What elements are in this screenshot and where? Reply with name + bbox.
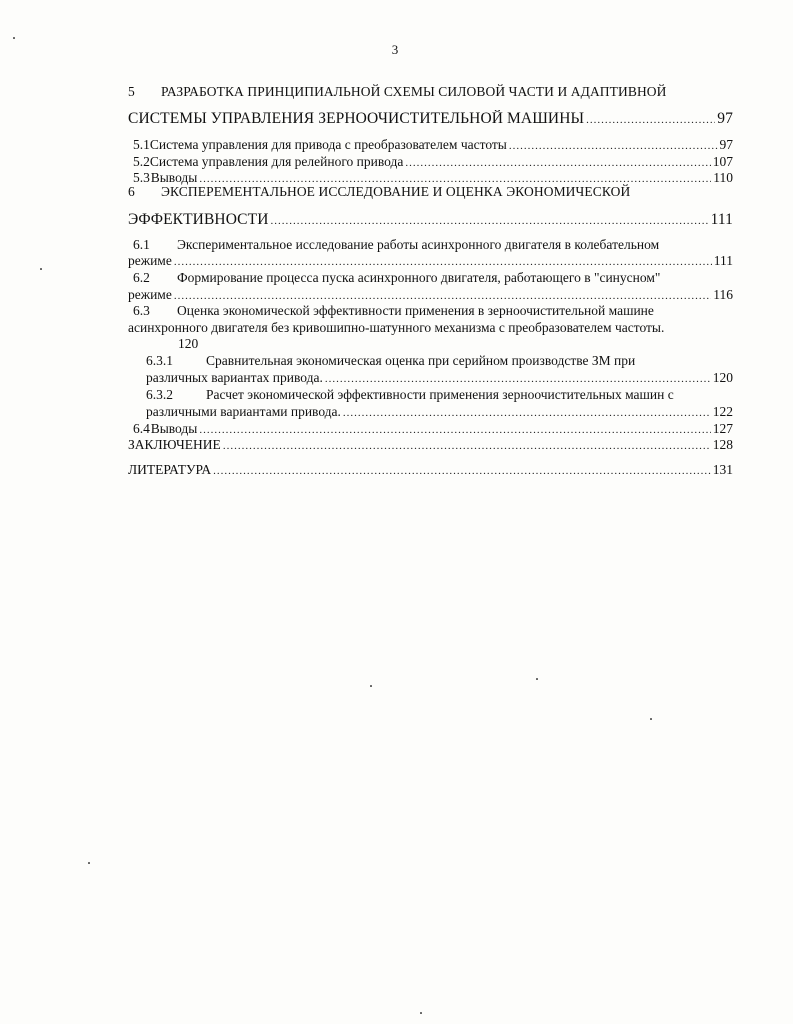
toc-section-6-3-2-title-line2: различными вариантами привода. <box>146 404 341 419</box>
toc-section-5-2[interactable] <box>133 154 733 170</box>
dot-leader <box>270 215 708 227</box>
dot-leader <box>174 290 711 302</box>
toc-section-6-3-2-title-line1: Расчет экономической эффективности применения зерноочистительных машин с <box>206 387 674 402</box>
toc-section-6-3-title-line1: Оценка экономической эффективности применения в зерноочистительной машине <box>177 303 654 318</box>
scan-speck <box>13 37 15 39</box>
toc-conclusion[interactable] <box>128 437 733 453</box>
toc-section-5-2-page: 107 <box>712 154 733 169</box>
scan-speck <box>40 268 42 270</box>
scan-speck <box>420 1012 422 1014</box>
scan-speck <box>650 718 652 720</box>
toc-literature[interactable] <box>128 462 733 478</box>
toc-conclusion-title: ЗАКЛЮЧЕНИЕ <box>128 437 221 452</box>
dot-leader <box>405 157 710 169</box>
toc-section-5-3-page: 110 <box>713 170 733 185</box>
toc-literature-title: ЛИТЕРАТУРА <box>128 462 212 477</box>
toc-section-6-1-title-line1: Экспериментальное исследование работы асинхронного двигателя в колебательном <box>177 237 660 252</box>
toc-section-6-4-title: Выводы <box>150 421 198 436</box>
toc-section-5-2-number: 5.2 <box>133 154 150 169</box>
dot-leader <box>343 407 711 419</box>
toc-literature-page: 131 <box>712 462 733 477</box>
toc-section-5-1-page: 97 <box>719 137 733 152</box>
toc-chapter-6-title-line1: ЭКСПЕРЕМЕНТАЛЬНОЕ ИССЛЕДОВАНИЕ И ОЦЕНКА ЭКОНОМИЧЕСКОЙ <box>161 184 631 199</box>
toc-chapter-5-title-line1: РАЗРАБОТКА ПРИНЦИПИАЛЬНОЙ СХЕМЫ СИЛОВОЙ ЧАСТИ И АДАПТИВНОЙ <box>161 84 667 99</box>
toc-section-6-1-number: 6.1 <box>133 237 150 252</box>
toc-section-6-1-page: 111 <box>713 253 733 268</box>
page-number: 3 <box>391 42 399 57</box>
toc-chapter-6-number: 6 <box>128 184 135 199</box>
toc-chapter-5-title-line2: СИСТЕМЫ УПРАВЛЕНИЯ ЗЕРНООЧИСТИТЕЛЬНОЙ МАШИНЫ <box>128 110 585 127</box>
toc-chapter-6-page: 111 <box>710 211 733 228</box>
toc-chapter-5-page: 97 <box>717 110 733 127</box>
toc-chapter-5-number: 5 <box>128 84 135 99</box>
toc-section-5-2-title: Система управления для релейного привода <box>149 154 404 169</box>
toc-section-6-4-number: 6.4 <box>133 421 150 436</box>
toc-section-5-1[interactable] <box>133 137 733 153</box>
toc-section-6-4[interactable] <box>133 421 733 437</box>
toc-section-6-3-2-number: 6.3.2 <box>146 387 173 402</box>
scan-speck <box>370 685 372 687</box>
toc-section-6-2-number: 6.2 <box>133 270 150 285</box>
toc-section-6-3-title-line2: асинхронного двигателя без кривошипно-шатунного механизма с преобразователем частоты. <box>128 320 665 335</box>
dot-leader <box>325 373 711 385</box>
dot-leader <box>223 440 711 452</box>
toc-section-6-3-1-title-line1: Сравнительная экономическая оценка при серийном производстве ЗМ при <box>206 353 636 368</box>
toc-section-6-3-1-title-line2: различных вариантах привода. <box>146 370 323 385</box>
toc-section-6-2-page: 116 <box>713 287 733 302</box>
scan-speck <box>536 678 538 680</box>
toc-conclusion-page: 128 <box>712 437 733 452</box>
toc-section-6-3-number: 6.3 <box>133 303 150 318</box>
toc-section-6-2-title-line2: режиме <box>128 287 172 302</box>
dot-leader <box>174 256 712 268</box>
toc-section-6-3-page: 120 <box>178 336 199 351</box>
toc-section-5-1-title: Система управления для привода с преобразователем частоты <box>149 137 507 152</box>
toc-section-5-3-title: Выводы <box>150 170 198 185</box>
dot-leader <box>199 424 710 436</box>
dot-leader <box>509 140 718 152</box>
toc-section-6-3-1-page: 120 <box>712 370 733 385</box>
toc-section-6-1-title-line2: режиме <box>128 253 172 268</box>
toc-section-6-3-1-number: 6.3.1 <box>146 353 173 368</box>
toc-section-6-2-title-line1: Формирование процесса пуска асинхронного двигателя, работающего в "синусном" <box>177 270 661 285</box>
toc-chapter-6-title-line2: ЭФФЕКТИВНОСТИ <box>128 211 269 228</box>
toc-section-6-4-page: 127 <box>712 421 733 436</box>
toc-section-5-3-number: 5.3 <box>133 170 150 185</box>
dot-leader <box>213 465 711 477</box>
toc-section-5-1-number: 5.1 <box>133 137 150 152</box>
dot-leader <box>586 114 715 126</box>
scan-speck <box>88 862 90 864</box>
toc-section-6-3-2-page: 122 <box>712 404 733 419</box>
